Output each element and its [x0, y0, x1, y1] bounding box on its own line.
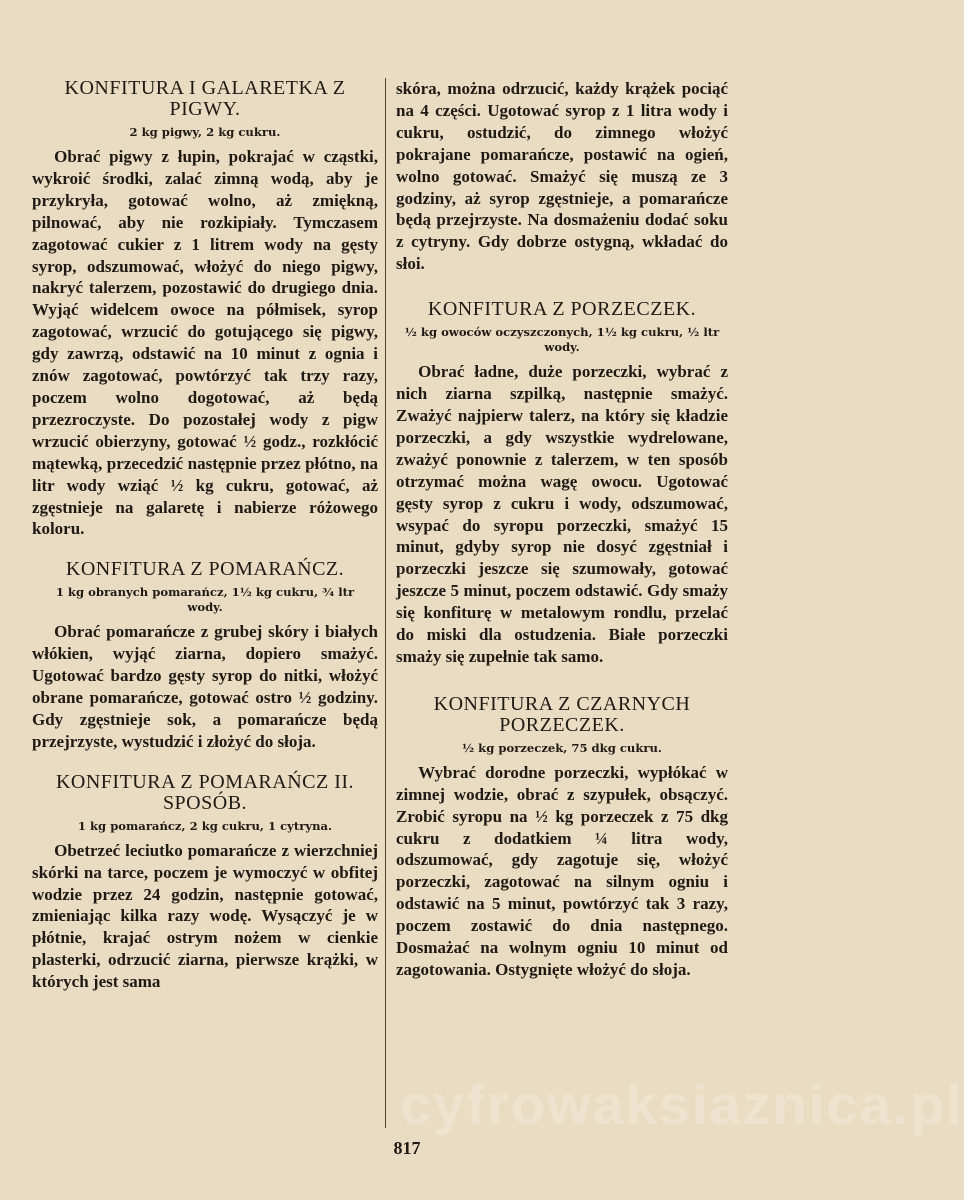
recipe-black-currant [396, 694, 728, 981]
recipe-ingredients: 1 kg obranych pomarańcz, 1½ kg cukru, ¾ ltr wody. [55, 585, 355, 615]
recipe-text: Obetrzeć leciutko pomarańcze z wierzchniej skórki na tarce, poczem je wymoczyć w obfitej wodzie przez 24 godzin, następnie gotować, zmieniając kilka razy wodę. Wysączyć je w płótnie, krajać ostrym nożem w cienkie plasterki, odrzucić ziarna, pierwsze krążki, w których jest sama [32, 840, 378, 992]
continued-text: skóra, można odrzucić, każdy krążek pociąć na 4 części. Ugotować syrop z 1 litra wody i cukru, ostudzić, do zimnego włożyć pokrajane pomarańcze, postawić na ogień, wolno gotować. Smażyć się muszą ze 3 godziny, aż syrop zgęstnieje, a pomarańcze będą przejrzyste. Na dosmażeniu dodać soku z cytryny. Gdy dobrze ostygną, wkładać do słoi. [396, 79, 728, 274]
recipe-title: KONFITURA I GALARETKA Z PIGWY. [64, 77, 346, 120]
recipe-orange-ii [32, 772, 378, 993]
recipe-title: KONFITURA Z CZARNYCH PORZECZEK. [433, 692, 691, 736]
right-column [396, 78, 728, 981]
recipe-text: Obrać pigwy z łupin, pokrajać w cząstki, wykroić środki, zalać zimną wodą, aby je przykryła, gotować wolno, aż zmiękną, pilnować, aby nie rozkipiały. Tymczasem zagotować cukier z 1 litrem wody na gęsty syrop, odszumować, włożyć do niego pigwy, nakryć talerzem, pozostawić do drugiego dnia. Wyjąć widelcem owoce na półmisek, syrop zagotować, wrzucić do gotującego się pigwy, gdy zawrzą, odstawić na 10 minut z ognia i znów zagotować, powtórzyć tak trzy razy, poczem wolno dogotować, aż będą przezroczyste. Do pozostałej wody z pigw wrzucić obierzyny, gotować ½ godz., rozkłócić mątewką, przecedzić następnie przez płótno, na litr wody wziąć ½ kg cukru, gotować, aż zgęstnieje na galaretę i nabierze różowego koloru. [32, 147, 378, 539]
recipe-currant [396, 299, 728, 668]
recipe-orange [32, 559, 378, 752]
recipe-quince [32, 78, 378, 540]
recipe-ingredients: 1 kg pomarańcz, 2 kg cukru, 1 cytryna. [77, 818, 333, 833]
recipe-title: KONFITURA Z POMARAŃCZ II. SPOSÓB. [55, 770, 355, 814]
recipe-text: Obrać ładne, duże porzeczki, wybrać z nich ziarna szpilką, następnie smażyć. Zważyć najpierw talerz, na który się kładzie porzeczki, a gdy wszystkie wydrelowane, zważyć ponownie z talerzem, w ten sposób otrzymać można wagę owocu. Ugotować gęsty syrop z cukru i wody, odszumować, wsypać do syropu porzeczki, smażyć 15 minut, gdyby syrop nie dosyć zgęstniał i porzeczki jeszcze się szumowały, gotować jeszcze 5 minut, poczem odstawić. Gdy smaży się konfiturę w metalowym rondlu, przelać do miski dla ostudzenia. Białe porzeczki smaży się zupełnie tak samo. [396, 362, 728, 666]
watermark: cyfrowaksiaznica.pl [400, 1073, 964, 1136]
recipe-text: Wybrać dorodne porzeczki, wypłókać w zimnej wodzie, obrać z szypułek, obsączyć. Zrobić syropu na ½ kg porzeczek z 75 dkg cukru z dodatkiem ¼ litra wody, odszumować, gdy zagotuje się, włożyć porzeczki, zagotować na silnym ogniu i odstawić na 5 minut, powtórzyć tak 3 razy, poczem zostawić do dnia następnego. Dosmażać na wolnym ogniu 10 minut od zagotowania. Ostygnięte włożyć do słoja. [396, 762, 728, 979]
recipe-ingredients: ½ kg owoców oczyszczonych, 1½ kg cukru, ½ ltr wody. [404, 325, 720, 355]
recipe-ingredients: ½ kg porzeczek, 75 dkg cukru. [462, 740, 662, 755]
page-number: 817 [393, 1138, 421, 1158]
recipe-ingredients: 2 kg pigwy, 2 kg cukru. [129, 125, 281, 139]
recipe-title: KONFITURA Z POMARAŃCZ. [65, 558, 345, 581]
recipe-text: Obrać pomarańcze z grubej skóry i białych włókien, wyjąć ziarna, dopiero smażyć. Ugotować bardzo gęsty syrop do nitki, włożyć obrane pomarańcze, gotować ostro ½ godziny. Gdy zgęstnieje sok, a pomarańcze będą przejrzyste, wystudzić i złożyć do słoja. [32, 622, 378, 751]
recipe-title: KONFITURA Z PORZECZEK. [427, 298, 697, 321]
left-column [32, 78, 378, 993]
column-divider [385, 78, 386, 1128]
